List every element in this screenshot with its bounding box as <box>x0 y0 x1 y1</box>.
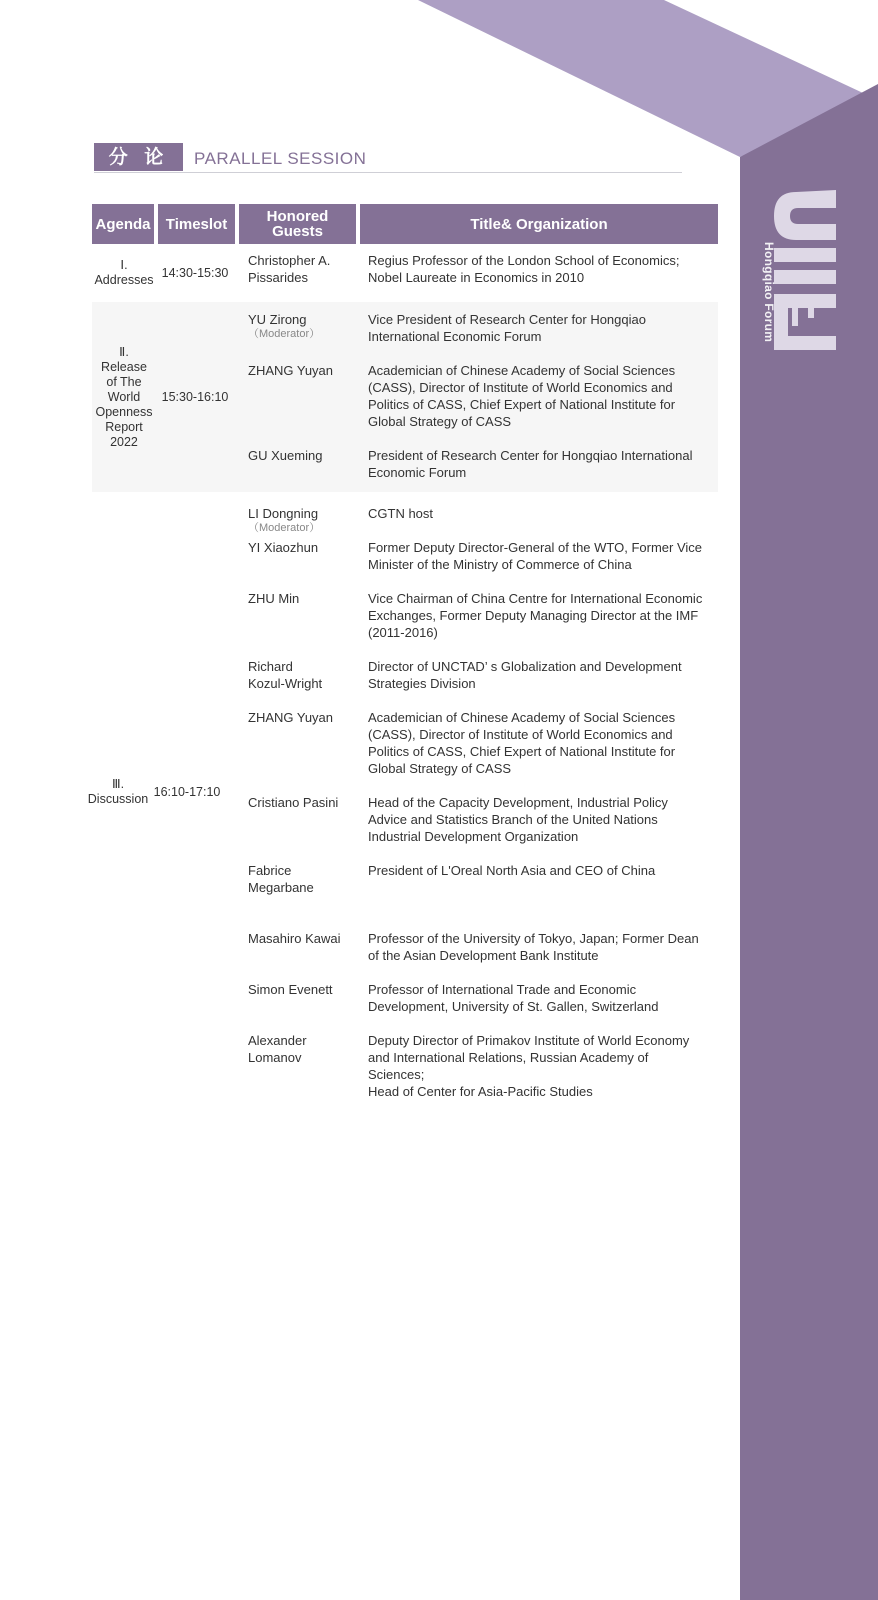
agenda-label: Ⅲ. Discussion <box>87 777 149 806</box>
guest-name: YI Xiaozhun <box>248 540 319 555</box>
cie-logo-icon <box>772 182 844 352</box>
agenda-group <box>92 302 718 492</box>
agenda-label: Ⅱ. Release of The World Openness Report 2022 <box>95 344 153 449</box>
guest-title: Vice President of Research Center for Hongqiao International Economic Forum <box>368 312 646 344</box>
guest-title: Professor of International Trade and Economic Development, University of St. Gallen, Switzerland <box>368 982 659 1014</box>
guest-title: Professor of the University of Tokyo, Japan; Former Dean of the Asian Development Bank Institute <box>368 931 699 963</box>
agenda-table <box>87 204 718 1099</box>
guest-title: Regius Professor of the London School of Economics; Nobel Laureate in Economics in 2010 <box>368 253 680 285</box>
header-guests: Honored Guests <box>239 204 356 244</box>
header-timeslot: Timeslot <box>158 204 235 244</box>
guest-title: President of Research Center for Hongqiao International Economic Forum <box>368 448 693 480</box>
guest-name: GU Xueming <box>248 448 323 463</box>
agenda-label: Ⅰ. Addresses <box>94 258 154 287</box>
guest-name: Fabrice Megarbane <box>248 863 314 895</box>
guest-name: Cristiano Pasini <box>248 795 339 810</box>
agenda-group <box>92 244 718 302</box>
guest-title: CGTN host <box>368 506 434 521</box>
timeslot: 16:10-17:10 <box>153 784 221 799</box>
guest-title: Deputy Director of Primakov Institute of World Economy and International Relations, Russian Academy of Sciences; Head of Center for Asia-Pacific Studies <box>368 1033 690 1099</box>
guest-name: Richard Kozul-Wright <box>248 659 323 691</box>
guest-name <box>248 311 366 340</box>
guest-name-text: LI Dongning <box>248 506 319 521</box>
moderator-tag: （Moderator） <box>248 328 321 340</box>
guest-title: Academician of Chinese Academy of Social Sciences (CASS), Director of Institute of World Economics and Politics of CASS, Chief Expert of National Institute for Global Strategy of CASS <box>368 363 676 429</box>
table-header-row <box>92 204 718 244</box>
guest-title: Academician of Chinese Academy of Social Sciences (CASS), Director of Institute of World Economics and Politics of CASS, Chief Expert of National Institute for Global Strategy of CASS <box>368 710 676 776</box>
guest-name-text: YU Zirong <box>248 312 307 327</box>
guest-name: ZHANG Yuyan <box>248 710 334 725</box>
guest-title: Vice Chairman of China Centre for International Economic Exchanges, Former Deputy Managing Director at the IMF (2011-2016) <box>368 591 703 640</box>
guest-name: Simon Evenett <box>248 982 333 997</box>
guest-title: Head of the Capacity Development, Industrial Policy Advice and Statistics Branch of the United Nations Industrial Development Organization <box>368 795 668 844</box>
guest-title: Director of UNCTAD’ s Globalization and Development Strategies Division <box>368 659 682 691</box>
guest-title: Former Deputy Director-General of the WTO, Former Vice Minister of the Ministry of Commerce of China <box>368 540 703 572</box>
header-title-org: Title& Organization <box>360 204 718 244</box>
guest-name: Alexander Lomanov <box>248 1033 307 1065</box>
timeslot: 15:30-16:10 <box>161 389 229 404</box>
agenda-group <box>87 492 718 1099</box>
guest-name: ZHU Min <box>248 591 300 606</box>
session-header <box>94 143 682 196</box>
moderator-tag: （Moderator） <box>248 522 321 534</box>
header-agenda: Agenda <box>92 204 154 244</box>
guest-title: President of L'Oreal North Asia and CEO of China <box>368 863 656 878</box>
session-title: PARALLEL SESSION <box>194 149 367 168</box>
guest-name: Christopher A. Pissarides <box>248 253 331 285</box>
timeslot: 14:30-15:30 <box>161 265 229 280</box>
guest-name: Masahiro Kawai <box>248 931 341 946</box>
session-badge: 分 论 坛 <box>94 143 183 171</box>
guest-name: ZHANG Yuyan <box>248 363 334 378</box>
guest-name <box>248 505 366 534</box>
forum-subtitle: Hongqiao Forum <box>762 242 776 343</box>
